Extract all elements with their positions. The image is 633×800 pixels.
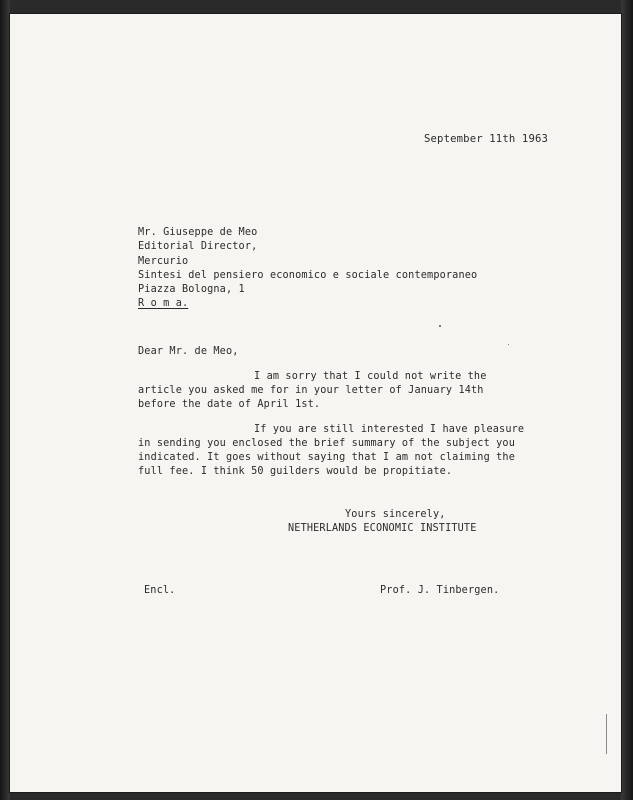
paragraph1-line2: article you asked me for in your letter of January 14th bbox=[138, 385, 484, 396]
recipient-publication: Mercurio bbox=[138, 256, 189, 267]
paragraph2-line4: full fee. I think 50 guilders would be propitiate. bbox=[138, 466, 453, 477]
paragraph2-line3: indicated. It goes without saying that I am not claiming the bbox=[138, 452, 516, 463]
scan-right-edge bbox=[621, 0, 633, 800]
recipient-subtitle: Sintesi del pensiero economico e sociale contemporaneo bbox=[138, 270, 478, 281]
paragraph1-line3: before the date of April 1st. bbox=[138, 399, 321, 410]
enclosure-note: Encl. bbox=[144, 585, 176, 596]
salutation: Dear Mr. de Meo, bbox=[138, 346, 239, 357]
paragraph2-line1: If you are still interested I have pleasure bbox=[254, 424, 525, 435]
signatory: Prof. J. Tinbergen. bbox=[380, 585, 500, 596]
organization: NETHERLANDS ECONOMIC INSTITUTE bbox=[288, 523, 477, 534]
paper-speck bbox=[508, 344, 509, 345]
scan-artifact-line bbox=[606, 714, 607, 754]
paper-speck bbox=[439, 325, 441, 327]
letter-date: September 11th 1963 bbox=[424, 133, 549, 145]
scan-left-edge bbox=[0, 0, 10, 800]
paragraph2-line2: in sending you enclosed the brief summary of the subject you bbox=[138, 438, 516, 449]
letter-page bbox=[10, 14, 621, 792]
closing: Yours sincerely, bbox=[345, 509, 446, 520]
recipient-city: R o m a. bbox=[138, 298, 189, 309]
paragraph1-line1: I am sorry that I could not write the bbox=[254, 371, 487, 382]
recipient-street: Piazza Bologna, 1 bbox=[138, 284, 245, 295]
recipient-title: Editorial Director, bbox=[138, 241, 258, 252]
recipient-name: Mr. Giuseppe de Meo bbox=[138, 227, 258, 238]
